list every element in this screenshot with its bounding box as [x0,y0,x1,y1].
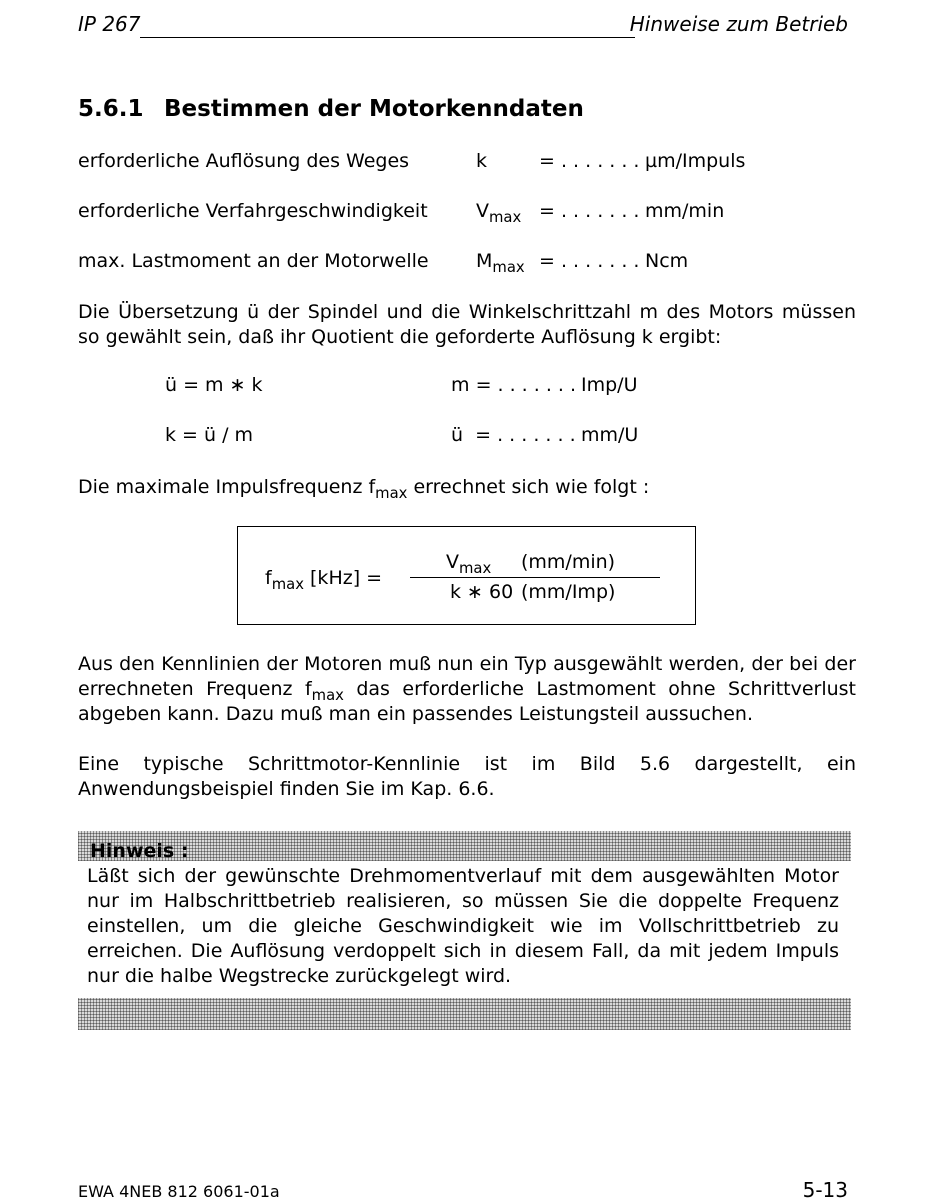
paragraph-frequency: Die maximale Impulsfrequenz $f_{max}$ errechnet sich wie folgt : [78,476,650,503]
paragraph-example: Eine typische Schrittmotor-Kennlinie ist im Bild 5.6 dargestellt, ein Anwendungsbeispiel finden Sie im Kap. 6.6. [78,753,856,800]
formula-u-value: ü = . . . . . . . [451,424,576,446]
fraction-line [410,577,660,578]
param-label: max. Lastmoment an der Motorwelle [78,250,429,272]
param-label: erforderliche Auflösung des Weges [78,150,410,172]
formula-u: ü = m ∗ k [165,374,263,396]
section-number: 5.6.1 [78,96,144,122]
param-unit: Ncm [645,250,689,272]
param-blank: = . . . . . . . [539,200,640,222]
formula-u-unit: mm/U [581,424,639,446]
header-left: IP 267 [78,12,141,36]
formula-lhs: $f_{max}$ [kHz] = [265,567,383,594]
paragraph-ratio: Die Übersetzung ü der Spindel und die Winkelschrittzahl m des Motors müssen so gewählt sein, daß ihr Quotient die geforderte Auflösung k ergibt: [78,301,856,348]
formula-m-unit: Imp/U [581,374,638,396]
note-top-bar [78,831,851,861]
param-label: erforderliche Verfahrgeschwindigkeit [78,200,428,222]
param-unit: mm/min [645,200,725,222]
note-text: Läßt sich der gewünschte Drehmomentverlauf mit dem ausgewählten Motor nur im Halbschrittbetrieb realisieren, so müssen Sie die doppelte Frequenz einstellen, um die gleiche Geschwindigkeit wie im Vollschrittbetrieb zu erreichen. Die Auflösung verdoppelt sich in diesem Fall, da mit jedem Impuls nur die halbe Wegstrecke zurückgelegt wird. [87,865,839,987]
formula-m-value: m = . . . . . . . [451,374,577,396]
formula-numerator-unit: (mm/min) [521,551,616,573]
param-row-torque [78,250,878,276]
formula-box [237,526,696,625]
param-symbol: $M_{max}$ [476,250,525,277]
param-row-speed [78,200,878,226]
section-title: Bestimmen der Motorkenndaten [164,96,584,122]
footer-document-id: EWA 4NEB 812 6061-01a [78,1182,280,1201]
param-row-resolution [78,150,878,176]
param-blank: = . . . . . . . [539,150,640,172]
header-right: Hinweise zum Betrieb [629,12,848,36]
footer-page-number: 5-13 [802,1178,848,1202]
paragraph-selection: Aus den Kennlinien der Motoren muß nun ein Typ ausgewählt werden, der bei der errechneten Frequenz $f_{max}$ das erforderliche Lastmoment ohne Schrittverlust abgeben kann. Dazu muß man ein passendes Leistungsteil aussuchen. [78,653,857,725]
formula-k: k = ü / m [165,424,254,446]
param-symbol: $V_{max}$ [476,200,522,227]
param-symbol: k [476,150,488,172]
formula-numerator: $V_{max}$ [446,551,492,578]
note-bottom-bar [78,998,851,1030]
formula-denominator: k ∗ 60 [450,581,514,603]
param-unit: µm/Impuls [645,150,746,172]
section-heading [78,96,584,122]
header-rule [140,37,635,38]
param-blank: = . . . . . . . [539,250,640,272]
note-title: Hinweis : [90,840,189,862]
formula-denominator-unit: (mm/Imp) [521,581,616,603]
